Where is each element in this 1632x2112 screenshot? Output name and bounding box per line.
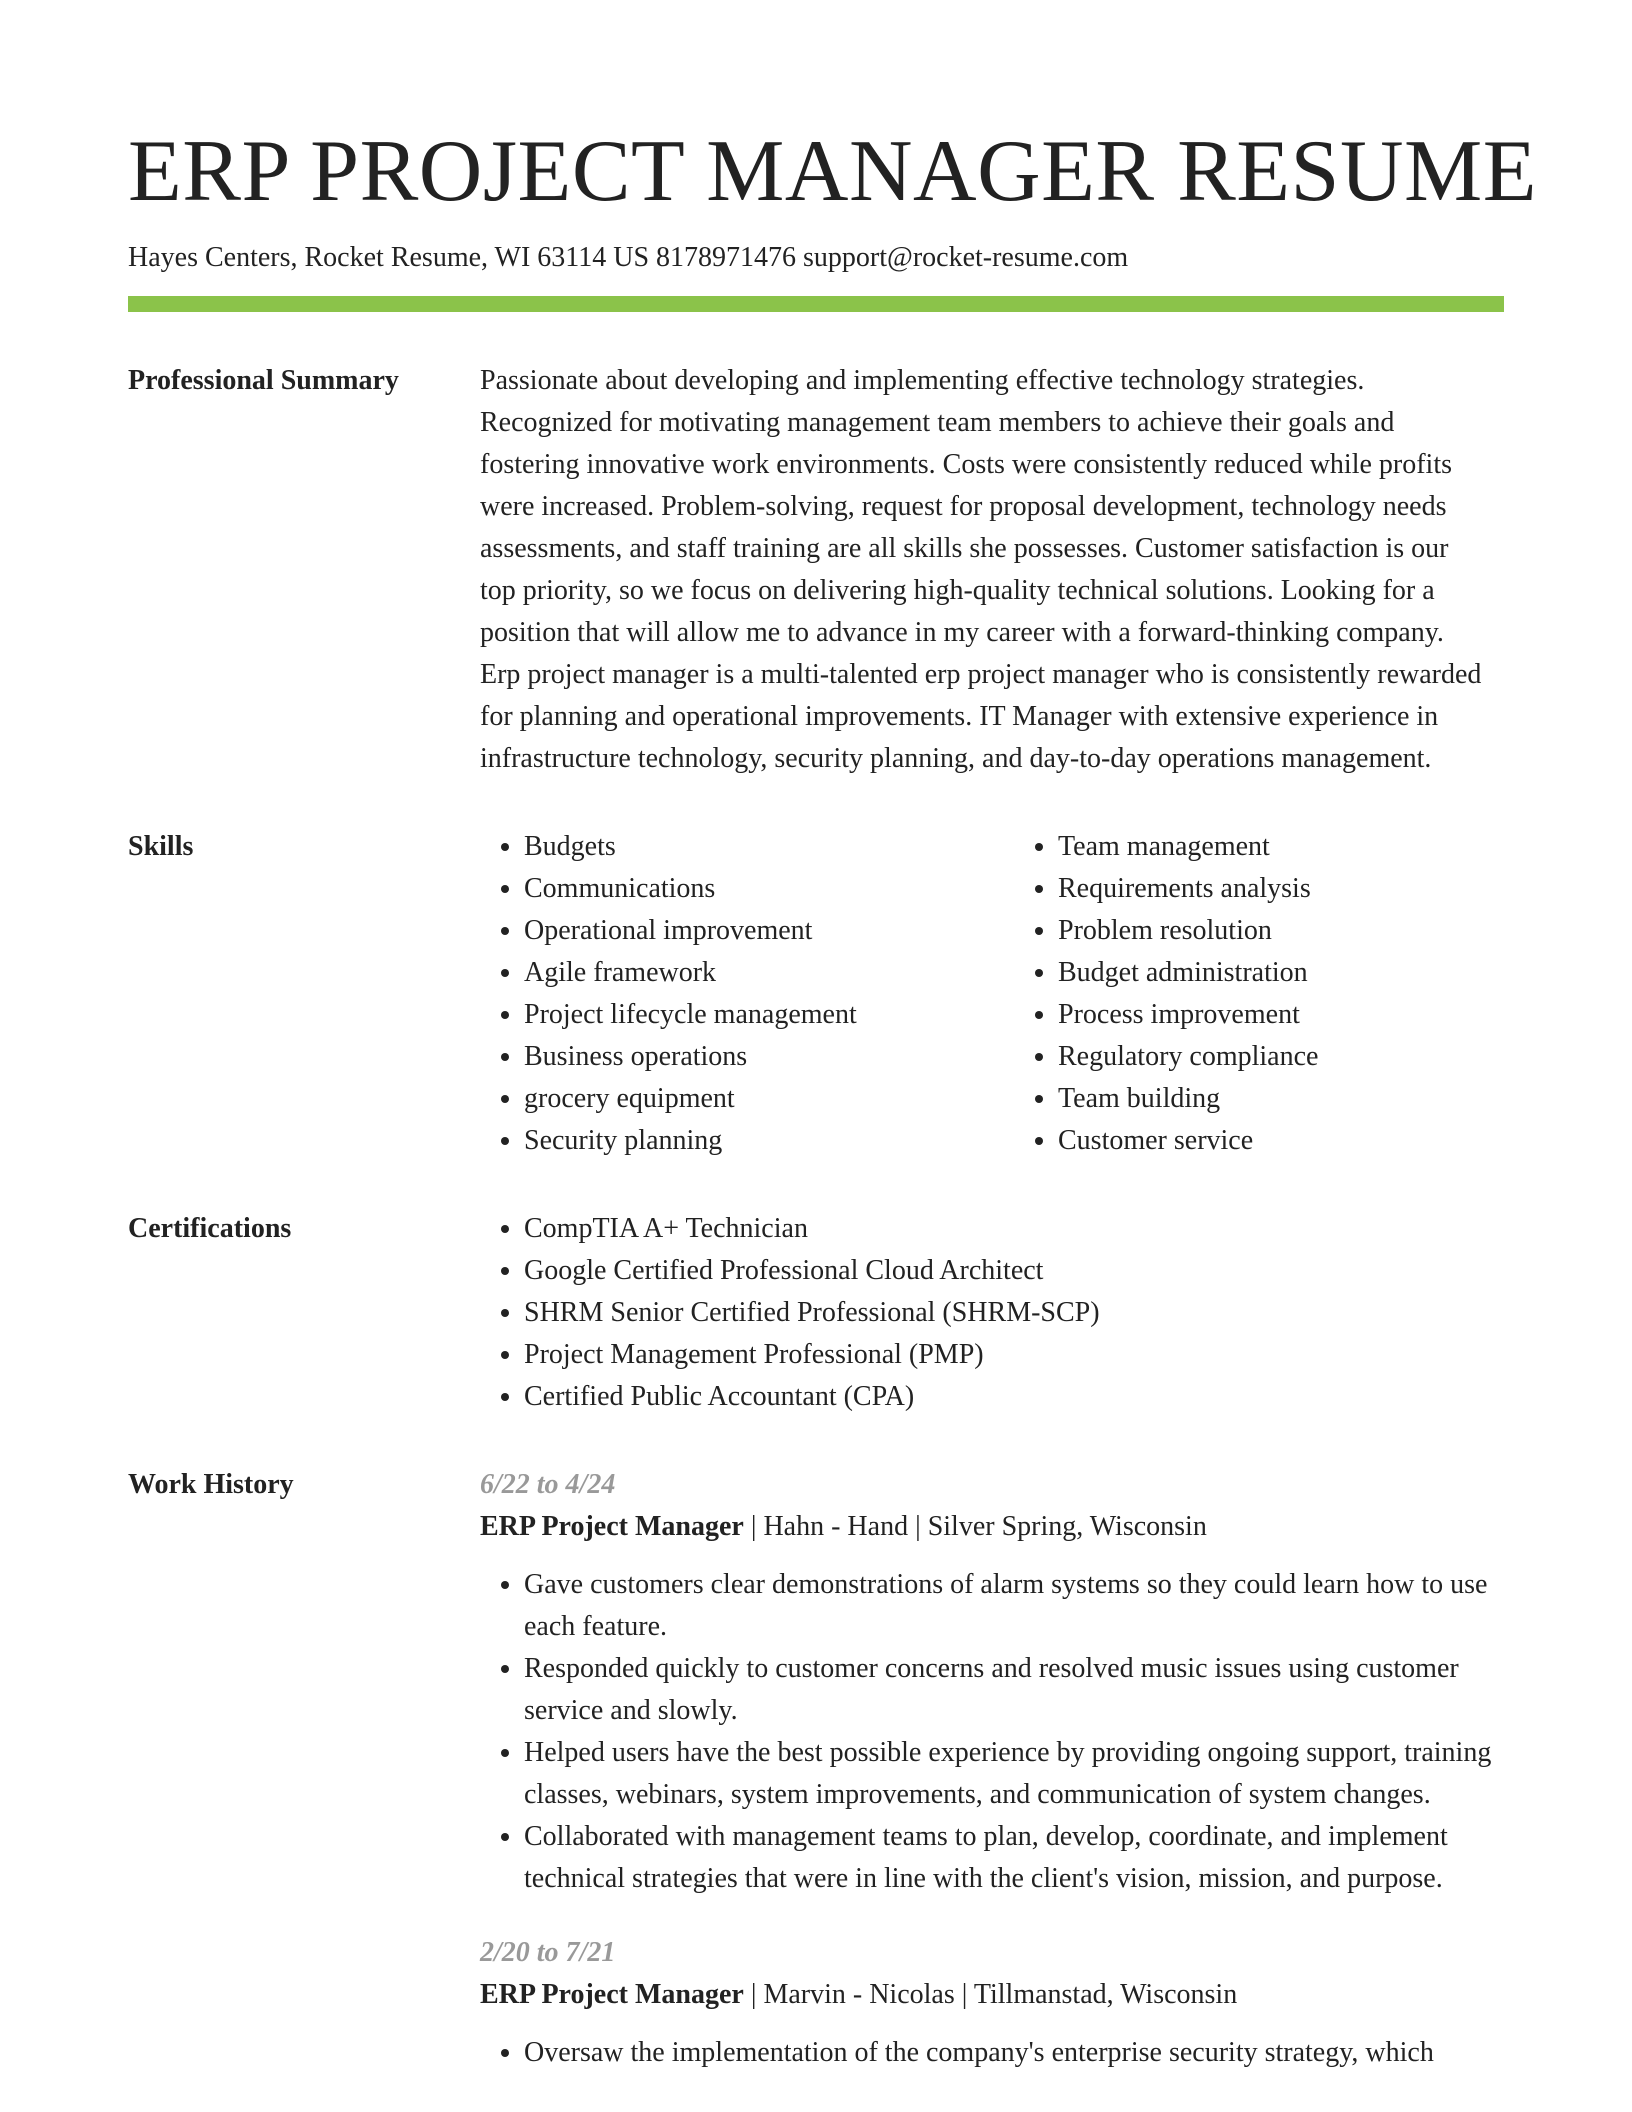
contact-phone: 8178971476 [656,242,797,273]
skills-section [128,826,1504,1162]
summary-heading: Professional Summary [128,365,399,396]
skill-item: • Budget administration [1058,952,1504,994]
skill-item: • Problem resolution [1058,910,1504,952]
job-bullets [480,2032,1524,2074]
summary-section [128,360,1504,780]
contact-email: support@rocket-resume.com [803,242,1129,273]
job-entry [480,1464,1504,1900]
certifications-heading: Certifications [128,1213,292,1244]
skill-item: • Team building [1058,1078,1504,1120]
job-dates: 6/22 to 4/24 [480,1469,616,1500]
summary-text: Passionate about developing and implementing effective technology strategies. Recognized for motivating management team members to achieve their goals and fostering innovative work environments. Costs were consistently reduced while profits were increased. Problem-solving, request for proposal development, technology needs assessments, and staff training are all skills she possesses. Customer satisfaction is our top priority, so we focus on delivering high-quality technical solutions. Looking for a position that will allow me to advance in my career with a forward-thinking company. Erp project manager is a multi-talented erp project manager who is consistently rewarded for planning and operational improvements. IT Manager with extensive experience in infrastructure technology, security planning, and day-to-day operations management. [480,365,1482,774]
job-bullets [480,1564,1524,1900]
job-company: Hahn - Hand [763,1511,909,1542]
job-bullet: • Oversaw the implementation of the company's enterprise security strategy, which [524,2032,1524,2074]
skill-item: • Project lifecycle management [524,994,970,1036]
skill-item: • Business operations [524,1036,970,1078]
job-heading [480,1506,1504,1548]
resume-title: ERP PROJECT MANAGER RESUME [128,123,1538,220]
job-separator: | [743,1979,764,2010]
certification-item: • CompTIA A+ Technician [524,1208,1504,1250]
job-separator: | [908,1511,928,1542]
contact-line [128,238,1504,278]
certification-item: • Project Management Professional (PMP) [524,1334,1504,1376]
skill-item: • Customer service [1058,1120,1504,1162]
job-entry [480,1932,1504,2074]
job-location: Silver Spring, Wisconsin [927,1511,1207,1542]
skill-item: • Team management [1058,826,1504,868]
skills-list-left [480,826,970,1162]
skill-item: • Budgets [524,826,970,868]
skills-heading: Skills [128,831,194,862]
skill-item: • grocery equipment [524,1078,970,1120]
skill-item: • Regulatory compliance [1058,1036,1504,1078]
certification-item: • Certified Public Accountant (CPA) [524,1376,1504,1418]
skill-item: • Requirements analysis [1058,868,1504,910]
job-location: Tillmanstad, Wisconsin [973,1979,1238,2010]
skill-item: • Agile framework [524,952,970,994]
job-title: ERP Project Manager [480,1511,744,1542]
job-bullet: • Helped users have the best possible experience by providing ongoing support, training classes, webinars, system improvements, and communication of system changes. [524,1732,1524,1816]
job-bullet: • Collaborated with management teams to plan, develop, coordinate, and implement technical strategies that were in line with the client's vision, mission, and purpose. [524,1816,1524,1900]
job-company: Marvin - Nicolas [763,1979,955,2010]
job-dates: 2/20 to 7/21 [480,1937,616,1968]
header-divider [128,296,1504,312]
skill-item: • Communications [524,868,970,910]
skills-list-right [1014,826,1504,1162]
work-history-section [128,1464,1504,2106]
job-bullet: • Gave customers clear demonstrations of alarm systems so they could learn how to use each feature. [524,1564,1524,1648]
certifications-list [480,1208,1504,1418]
skill-item: • Process improvement [1058,994,1504,1036]
contact-address: Hayes Centers, Rocket Resume, WI 63114 US [128,242,650,273]
job-separator: | [954,1979,974,2010]
job-heading [480,1974,1504,2016]
certifications-section [128,1208,1504,1418]
job-bullet: • Responded quickly to customer concerns and resolved music issues using customer service and slowly. [524,1648,1524,1732]
job-separator: | [743,1511,764,1542]
job-title: ERP Project Manager [480,1979,744,2010]
certification-item: • Google Certified Professional Cloud Architect [524,1250,1504,1292]
skill-item: • Operational improvement [524,910,970,952]
work-history-heading: Work History [128,1469,294,1500]
skill-item: • Security planning [524,1120,970,1162]
certification-item: • SHRM Senior Certified Professional (SHRM-SCP) [524,1292,1504,1334]
